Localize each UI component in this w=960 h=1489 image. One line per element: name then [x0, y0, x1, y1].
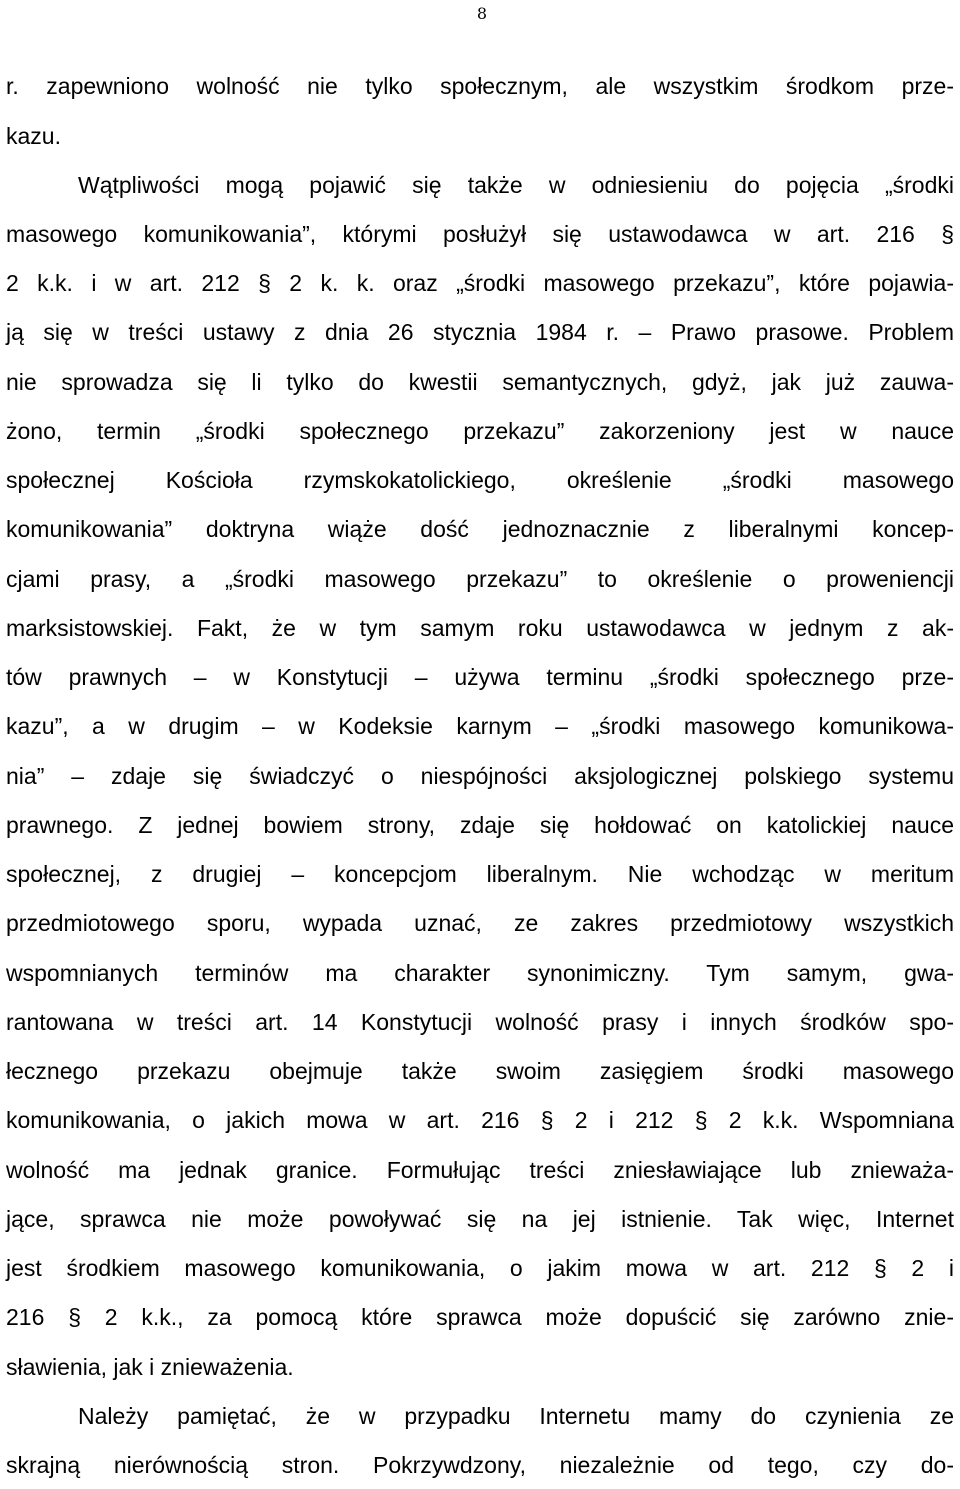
text-line: żono, termin „środki społecznego przekazu” zakorzeniony jest w nauce: [6, 418, 954, 444]
text-line: Należy pamiętać, że w przypadku Internetu mamy do czynienia ze: [78, 1403, 954, 1429]
text-line: kazu.: [6, 123, 61, 149]
text-line: wolność ma jednak granice. Formułując treści zniesławiające lub znieważa-: [6, 1157, 954, 1183]
text-line: cjami prasy, a „środki masowego przekazu” to określenie o proweniencji: [6, 566, 954, 592]
text-line: nia” – zdaje się świadczyć o niespójności aksjologicznej polskiego systemu: [6, 763, 954, 789]
text-line: społecznej, z drugiej – koncepcjom liberalnym. Nie wchodząc w meritum: [6, 861, 954, 887]
text-line: nie sprowadza się li tylko do kwestii semantycznych, gdyż, jak już zauwa-: [6, 369, 954, 395]
text-line: jące, sprawca nie może powoływać się na jej istnienie. Tak więc, Internet: [6, 1206, 954, 1232]
text-line: skrajną nierównością stron. Pokrzywdzony, niezależnie od tego, czy do-: [6, 1452, 954, 1478]
text-line: marksistowskiej. Fakt, że w tym samym roku ustawodawca w jednym z ak-: [6, 615, 954, 641]
text-line: przedmiotowego sporu, wypada uznać, ze zakres przedmiotowy wszystkich: [6, 910, 954, 936]
text-line: sławienia, jak i znieważenia.: [6, 1354, 294, 1380]
text-line: kazu”, a w drugim – w Kodeksie karnym – „środki masowego komunikowa-: [6, 713, 954, 739]
text-line: rantowana w treści art. 14 Konstytucji wolność prasy i innych środków spo-: [6, 1009, 954, 1035]
text-line: tów prawnych – w Konstytucji – używa terminu „środki społecznego prze-: [6, 664, 954, 690]
page-number: 8: [476, 4, 488, 23]
text-line: Wątpliwości mogą pojawić się także w odniesieniu do pojęcia „środki: [78, 172, 954, 198]
text-line: prawnego. Z jednej bowiem strony, zdaje się hołdować on katolickiej nauce: [6, 812, 954, 838]
text-line: komunikowania, o jakich mowa w art. 216 § 2 i 212 § 2 k.k. Wspomniana: [6, 1107, 954, 1133]
text-line: wspomnianych terminów ma charakter synonimiczny. Tym samym, gwa-: [6, 960, 954, 986]
text-line: masowego komunikowania”, którymi posłużył się ustawodawca w art. 216 §: [6, 221, 954, 247]
text-line: ją się w treści ustawy z dnia 26 stycznia 1984 r. – Prawo prasowe. Problem: [6, 319, 954, 345]
text-line: jest środkiem masowego komunikowania, o jakim mowa w art. 212 § 2 i: [6, 1255, 954, 1281]
text-line: 2 k.k. i w art. 212 § 2 k. k. oraz „środki masowego przekazu”, które pojawia-: [6, 270, 954, 296]
text-line: komunikowania” doktryna wiąże dość jednoznacznie z liberalnymi koncep-: [6, 516, 954, 542]
text-line: r. zapewniono wolność nie tylko społecznym, ale wszystkim środkom prze-: [6, 73, 954, 99]
text-line: społecznej Kościoła rzymskokatolickiego, określenie „środki masowego: [6, 467, 954, 493]
text-line: łecznego przekazu obejmuje także swoim zasięgiem środki masowego: [6, 1058, 954, 1084]
text-line: 216 § 2 k.k., za pomocą które sprawca może dopuścić się zarówno znie-: [6, 1304, 954, 1330]
